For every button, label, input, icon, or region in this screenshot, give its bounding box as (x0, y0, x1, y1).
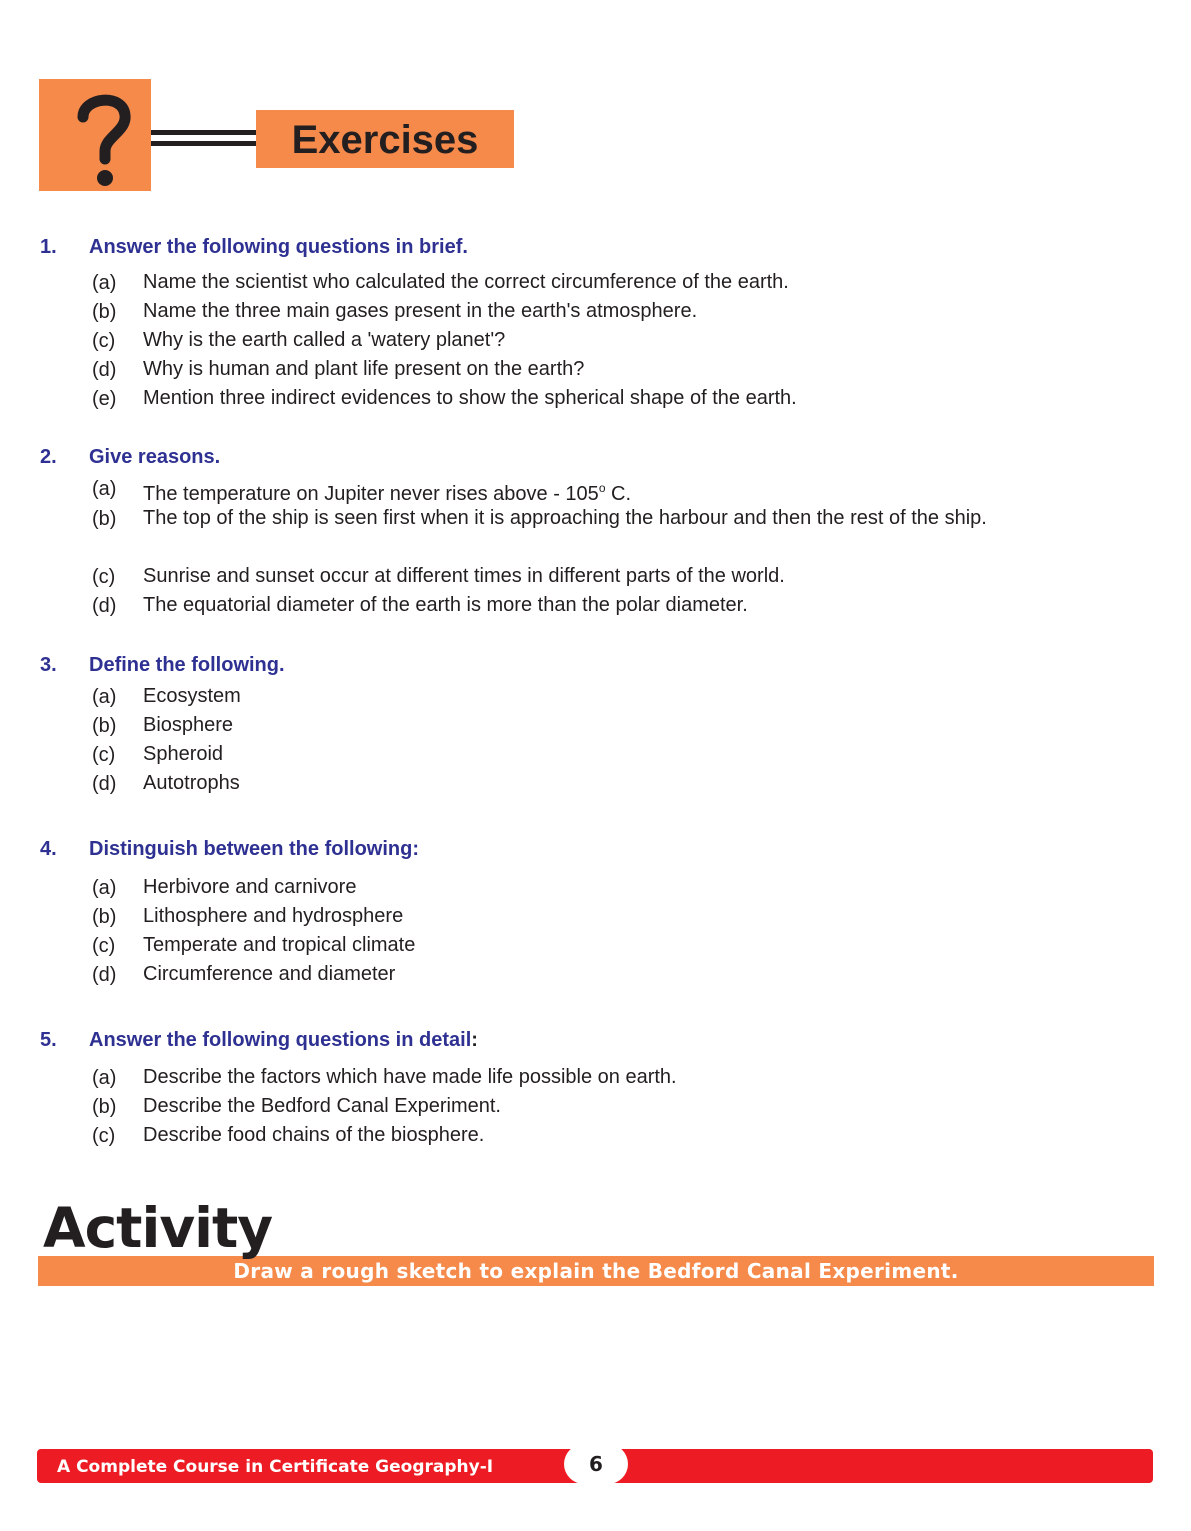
title-banner (256, 110, 514, 168)
item-label: (c) (92, 566, 116, 588)
item-text: Circumference and diameter (143, 963, 396, 985)
question-heading (89, 1029, 478, 1052)
item-label: (c) (92, 935, 116, 957)
item-label: (a) (92, 478, 117, 500)
item-label: (b) (92, 715, 117, 737)
question-heading: Distinguish between the following: (89, 838, 419, 860)
item-text: The equatorial diameter of the earth is more than the polar diameter. (143, 594, 748, 616)
degree-superscript: o (598, 481, 606, 495)
item-text: Why is the earth called a 'watery planet'? (143, 329, 506, 351)
item-label: (c) (92, 1125, 116, 1147)
question-number: 4. (40, 838, 57, 860)
question-number: 1. (40, 236, 57, 258)
activity-title: Activity (43, 1196, 273, 1260)
question-heading: Define the following. (89, 654, 285, 676)
item-label: (b) (92, 906, 117, 928)
item-label: (a) (92, 686, 117, 708)
item-text: Lithosphere and hydrosphere (143, 905, 404, 927)
item-label: (b) (92, 1096, 117, 1118)
item-label: (d) (92, 595, 117, 617)
item-label: (a) (92, 272, 117, 294)
page-number-badge (564, 1444, 628, 1484)
item-label: (c) (92, 744, 116, 766)
item-text-main: The temperature on Jupiter never rises above - 105 (143, 483, 599, 505)
question-number: 3. (40, 654, 57, 676)
item-label: (a) (92, 877, 117, 899)
question-heading-text: Answer the following questions in detail (89, 1029, 472, 1051)
item-text: Name the scientist who calculated the correct circumference of the earth. (143, 271, 789, 293)
question-mark-icon (39, 79, 151, 191)
item-text: Sunrise and sunset occur at different times in different parts of the world. (143, 565, 785, 587)
page-number: 6 (589, 1452, 603, 1476)
divider-line (151, 141, 257, 146)
item-text: Autotrophs (143, 772, 240, 794)
item-text: Spheroid (143, 743, 224, 765)
item-label: (d) (92, 773, 117, 795)
activity-banner (38, 1256, 1154, 1286)
footer-book-title: A Complete Course in Certificate Geography-I (57, 1457, 494, 1477)
item-text-unit: C. (605, 483, 632, 505)
item-text: Biosphere (143, 714, 234, 736)
item-text: Why is human and plant life present on the earth? (143, 358, 585, 380)
item-text: Name the three main gases present in the earth's atmosphere. (143, 300, 698, 322)
item-label: (a) (92, 1067, 117, 1089)
question-mark-box (39, 79, 151, 191)
item-text: Mention three indirect evidences to show the spherical shape of the earth. (143, 387, 797, 409)
item-text: Herbivore and carnivore (143, 876, 357, 898)
item-text: Describe the factors which have made life possible on earth. (143, 1066, 677, 1088)
item-text: Describe the Bedford Canal Experiment. (143, 1095, 501, 1117)
question-heading: Answer the following questions in brief. (89, 236, 468, 258)
divider-line (151, 130, 257, 135)
item-label: (e) (92, 388, 117, 410)
heading-colon: : (471, 1029, 478, 1051)
item-label: (d) (92, 359, 117, 381)
item-label: (b) (92, 301, 117, 323)
page-title: Exercises (291, 118, 479, 162)
question-number: 2. (40, 446, 57, 468)
item-label: (d) (92, 964, 117, 986)
item-text: Ecosystem (143, 685, 241, 707)
question-heading: Give reasons. (89, 446, 221, 468)
question-number: 5. (40, 1029, 57, 1051)
item-text: Describe food chains of the biosphere. (143, 1124, 485, 1146)
item-text: The top of the ship is seen first when it is approaching the harbour and then the rest of the ship. (143, 507, 987, 529)
item-label: (b) (92, 508, 117, 530)
item-label: (c) (92, 330, 116, 352)
activity-instruction: Draw a rough sketch to explain the Bedford Canal Experiment. (233, 1259, 959, 1283)
item-text: Temperate and tropical climate (143, 934, 416, 956)
